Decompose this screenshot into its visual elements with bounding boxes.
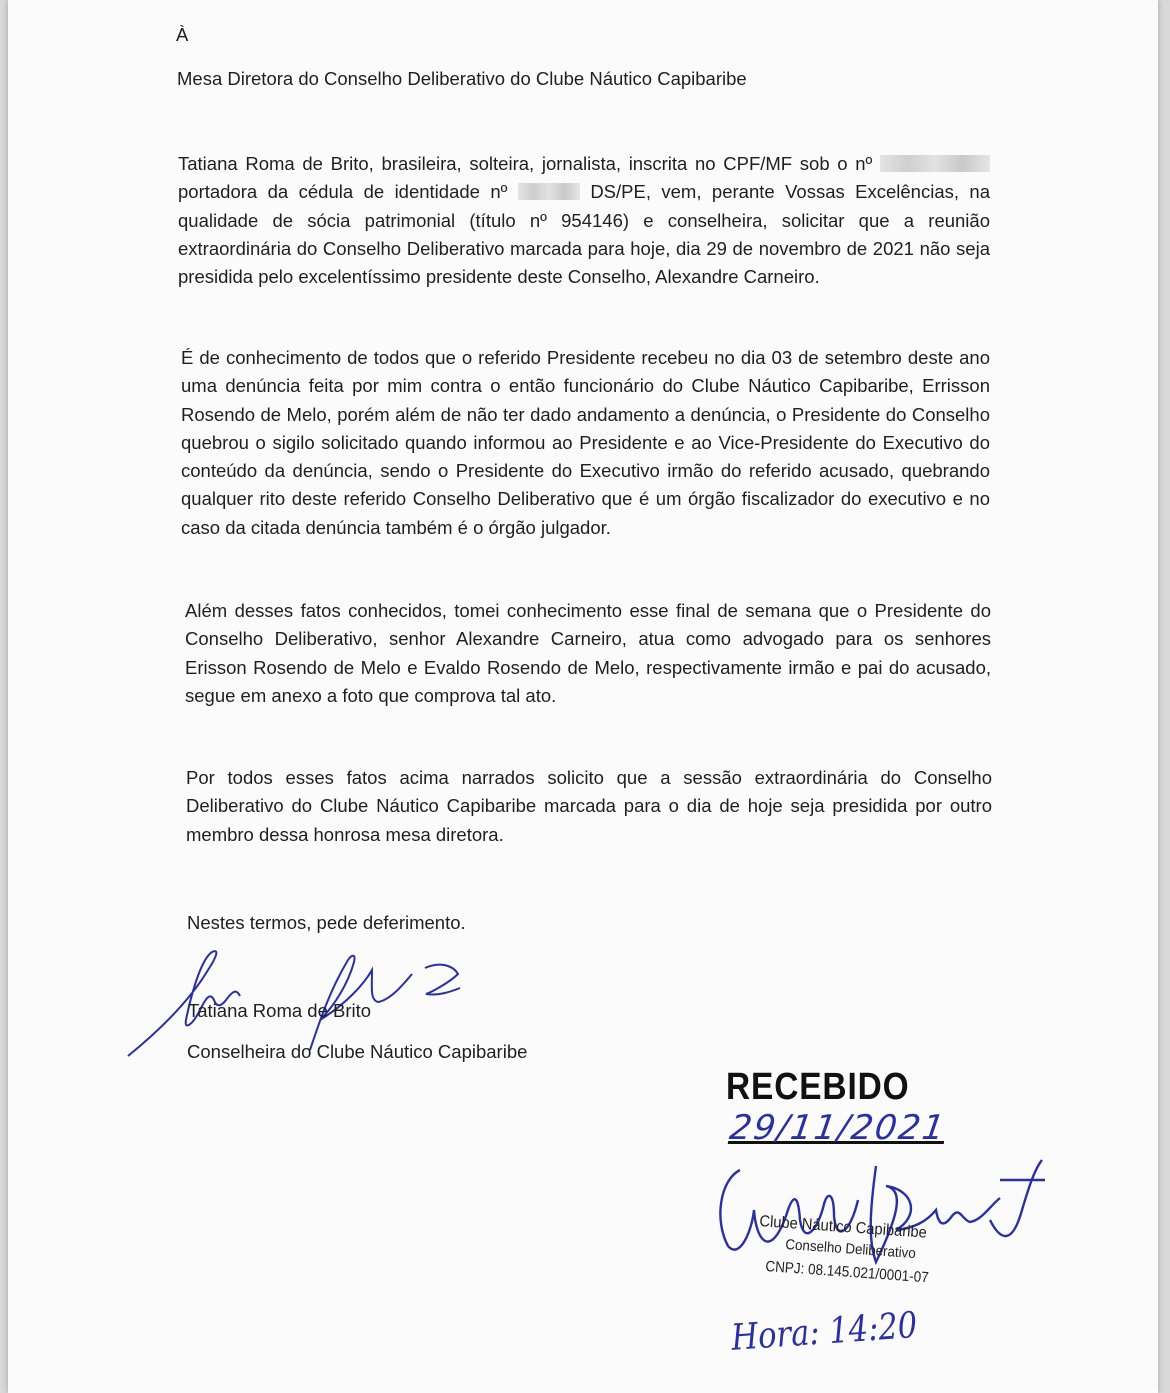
signatory-role: Conselheira do Clube Náutico Capibaribe — [187, 1041, 528, 1062]
paragraph-complaint: É de conhecimento de todos que o referido Presidente recebeu no dia 03 de setembro deste ano uma denúncia feita por mim contra o então funcionário do Clube Náutico Capibaribe, Errisson Rosendo de Melo, porém além de não ter dado andamento a denúncia, o Presidente do Conselho quebrou o sigilo solicitado quando informou ao Presidente e ao Vice-Presidente do Executivo do conteúdo da denúncia, sendo o Presidente do Executivo irmão do referido acusado, quebrando qualquer rito deste referido Conselho Deliberativo que é um órgão fiscalizador do executivo e no caso da citada denúncia também é o órgão julgador. — [181, 347, 990, 538]
stamp-org: Clube Náutico Capibaribe — [758, 1213, 928, 1242]
stamp-cnpj: CNPJ: 08.145.021/0001-07 — [764, 1258, 930, 1287]
paragraph-request-part1: Tatiana Roma de Brito, brasileira, solteira, jornalista, inscrita no CPF/MF sob o nº — [178, 153, 873, 174]
paragraph-request — [178, 150, 990, 291]
paragraph-conclusion: Por todos esses fatos acima narrados solicito que a sessão extraordinária do Conselho Deliberativo do Clube Náutico Capibaribe marcada para o dia de hoje seja presidida por outro membro dessa honrosa mesa diretora. — [186, 767, 992, 845]
stamp-received-heading: RECEBIDO — [726, 1066, 910, 1108]
paragraph-request-part3: DS/PE, vem, perante Vossas Excelências, na qualidade de sócia patrimonial (título nº 954146) e conselheira, solicitar que a reunião extraordinária do Conselho Deliberativo marcada para hoje, dia 29 de novembro de 2021 não seja presidida pelo excelentíssimo presidente deste Conselho, Alexandre Carneiro. — [178, 181, 991, 288]
stamp-time: Hora: 14:20 — [730, 1305, 919, 1359]
addressee-prefix: À — [176, 24, 189, 45]
addressee-line: Mesa Diretora do Conselho Deliberativo do Clube Náutico Capibaribe — [177, 68, 747, 89]
redacted-rg — [518, 183, 580, 200]
paragraph-request-part2: portadora da cédula de identidade nº — [178, 181, 508, 203]
closing-line: Nestes termos, pede deferimento. — [187, 912, 466, 933]
stamp-dept: Conselho Deliberativo — [784, 1237, 917, 1263]
redacted-cpf — [880, 155, 990, 172]
stamp-date: 29/11/2021 — [727, 1108, 949, 1148]
receiver-signature-graphic — [700, 1150, 1050, 1280]
signatory-name: Tatiana Roma de Brito — [188, 1000, 372, 1021]
paragraph-facts: Além desses fatos conhecidos, tomei conhecimento esse final de semana que o Presidente do Conselho Deliberativo, senhor Alexandre Carneiro, atua como advogado para os senhores Erisson Rosendo de Melo e Evaldo Rosendo de Melo, respectivamente irmão e pai do acusado, segue em anexo a foto que comprova tal ato. — [185, 600, 991, 706]
